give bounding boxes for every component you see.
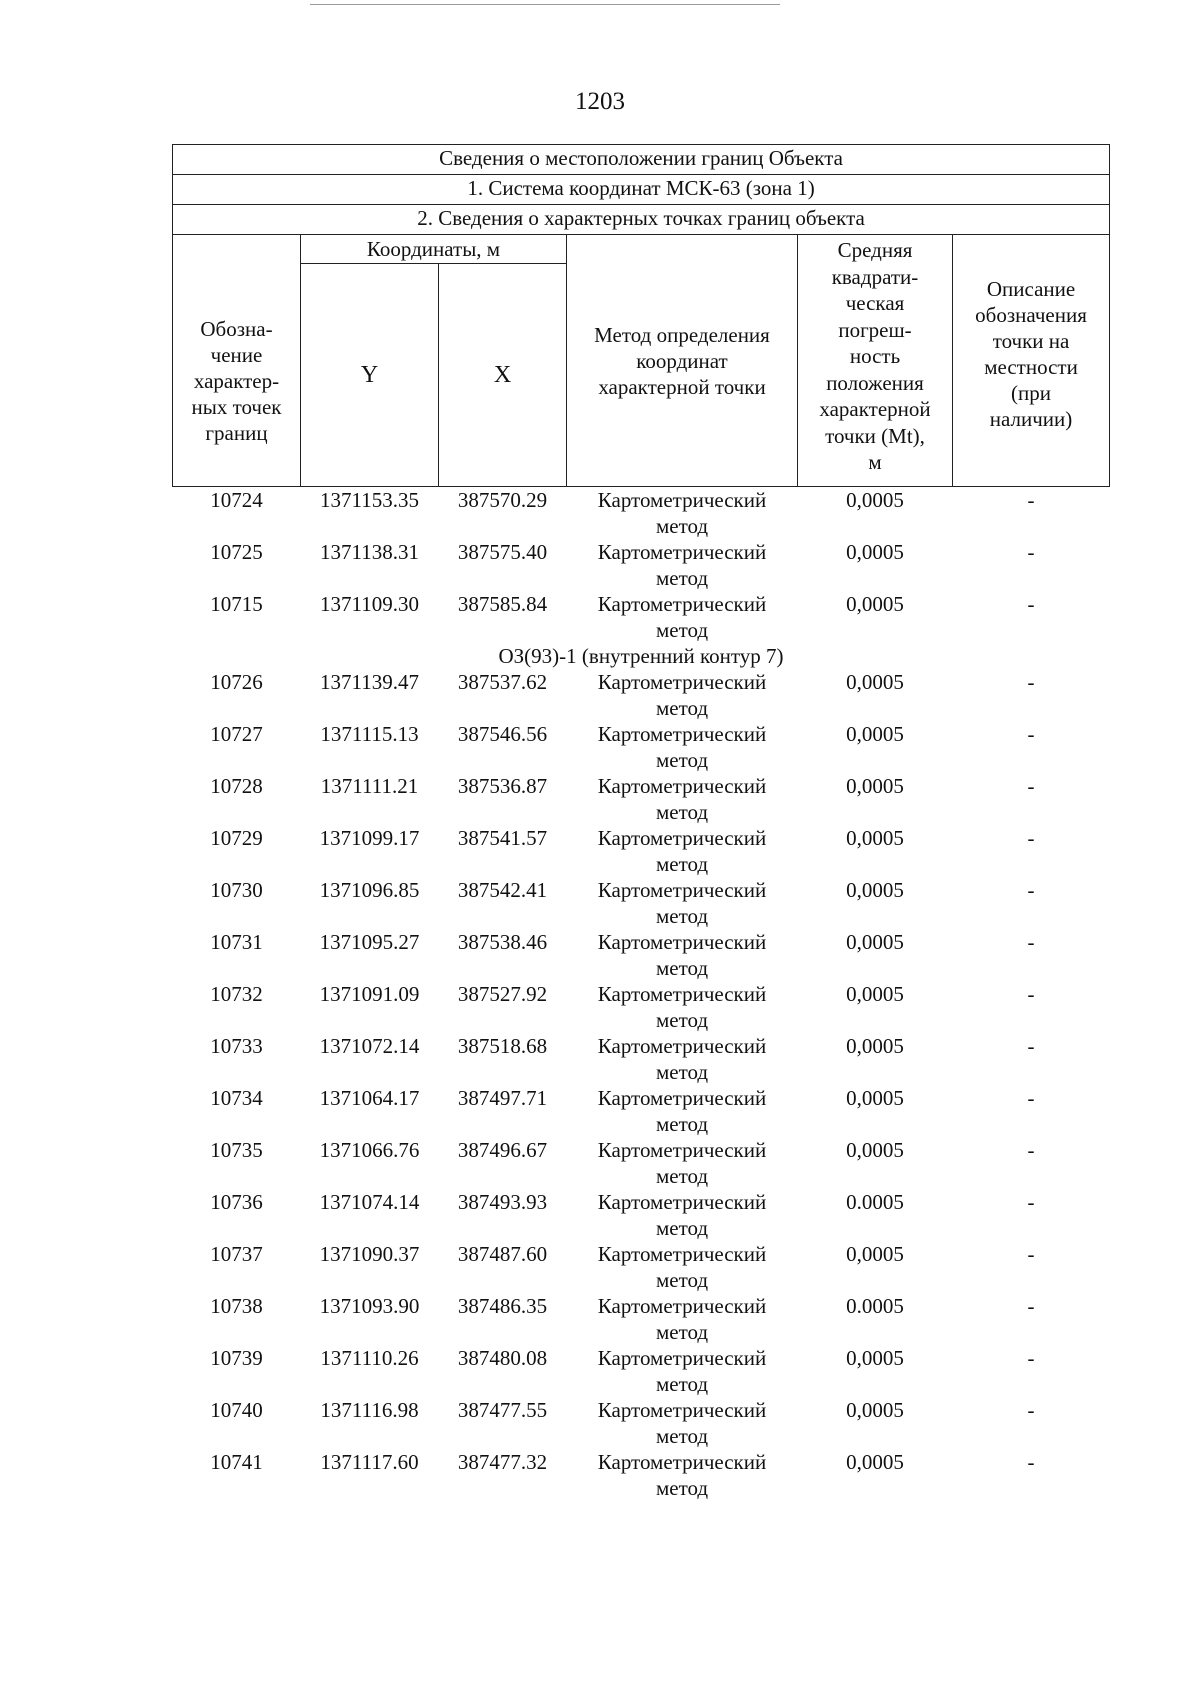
mean-error: 0.0005 xyxy=(846,1294,904,1318)
col-designation: Обозна- чение характер- ных точек границ xyxy=(173,235,301,487)
point-description: - xyxy=(1027,774,1035,798)
coord-x: 387497.71 xyxy=(457,1086,548,1110)
coord-x: 387493.93 xyxy=(457,1190,548,1214)
col-x: X xyxy=(439,264,567,487)
col-method: Метод определения координат характерной точки xyxy=(567,235,798,487)
coord-y: 1371066.76 xyxy=(319,1138,420,1162)
table-row xyxy=(173,1397,1110,1449)
point-description: - xyxy=(1027,1034,1035,1058)
coord-y: 1371115.13 xyxy=(320,722,419,746)
mean-error: 0.0005 xyxy=(846,1190,904,1214)
point-description: - xyxy=(1027,670,1035,694)
point-description: - xyxy=(1027,1294,1035,1318)
coordinate-system: 1. Система координат МСК-63 (зона 1) xyxy=(173,175,1110,205)
method: Картометрический метод xyxy=(597,1398,767,1448)
method: Картометрический метод xyxy=(597,930,767,980)
method: Картометрический метод xyxy=(597,1242,767,1292)
method: Картометрический метод xyxy=(597,670,767,720)
point-id: 10739 xyxy=(210,1346,263,1370)
point-description: - xyxy=(1027,722,1035,746)
boundary-points-table xyxy=(172,144,1110,1501)
method: Картометрический метод xyxy=(597,774,767,824)
table-row xyxy=(173,1449,1110,1501)
page-number: 1203 xyxy=(575,88,625,115)
scan-edge-line xyxy=(310,4,780,5)
header-columns-row xyxy=(173,235,1110,264)
table-row xyxy=(173,1033,1110,1085)
col-y: Y xyxy=(301,264,439,487)
method: Картометрический метод xyxy=(597,722,767,772)
coord-x: 387538.46 xyxy=(457,930,548,954)
mean-error: 0,0005 xyxy=(846,1346,904,1370)
coord-x: 387496.67 xyxy=(457,1138,548,1162)
mean-error: 0,0005 xyxy=(846,1086,904,1110)
method: Картометрический метод xyxy=(597,592,767,642)
method: Картометрический метод xyxy=(597,488,767,538)
col-description: Описание обозначения точки на местности (при наличии) xyxy=(953,235,1110,487)
point-id: 10729 xyxy=(210,826,263,850)
point-id: 10726 xyxy=(210,670,263,694)
coord-x: 387477.55 xyxy=(457,1398,548,1422)
table-row xyxy=(173,877,1110,929)
table-row xyxy=(173,539,1110,591)
table-row xyxy=(173,1345,1110,1397)
point-id: 10728 xyxy=(210,774,263,798)
point-id: 10738 xyxy=(210,1294,263,1318)
coord-y: 1371116.98 xyxy=(320,1398,419,1422)
point-id: 10741 xyxy=(210,1450,263,1474)
point-description: - xyxy=(1027,1086,1035,1110)
table-row xyxy=(173,825,1110,877)
method: Картометрический метод xyxy=(597,1190,767,1240)
point-description: - xyxy=(1027,592,1035,616)
point-id: 10731 xyxy=(210,930,263,954)
header-system-row xyxy=(173,175,1110,205)
point-id: 10736 xyxy=(210,1190,263,1214)
table-row xyxy=(173,1085,1110,1137)
section-row xyxy=(173,643,1110,669)
coord-x: 387518.68 xyxy=(457,1034,548,1058)
point-id: 10727 xyxy=(210,722,263,746)
coord-x: 387575.40 xyxy=(457,540,548,564)
point-description: - xyxy=(1027,1346,1035,1370)
method: Картометрический метод xyxy=(597,540,767,590)
coord-x: 387487.60 xyxy=(457,1242,548,1266)
table-row xyxy=(173,1241,1110,1293)
coord-x: 387536.87 xyxy=(457,774,548,798)
table-row xyxy=(173,773,1110,825)
coord-x: 387570.29 xyxy=(457,488,548,512)
mean-error: 0,0005 xyxy=(846,592,904,616)
point-id: 10725 xyxy=(210,540,263,564)
table-subtitle: 2. Сведения о характерных точках границ объекта xyxy=(173,205,1110,235)
coord-y: 1371111.21 xyxy=(320,774,419,798)
point-id: 10730 xyxy=(210,878,263,902)
coord-y: 1371090.37 xyxy=(319,1242,420,1266)
table-row xyxy=(173,929,1110,981)
mean-error: 0,0005 xyxy=(846,826,904,850)
point-description: - xyxy=(1027,982,1035,1006)
mean-error: 0,0005 xyxy=(846,930,904,954)
coord-y: 1371064.17 xyxy=(319,1086,420,1110)
method: Картометрический метод xyxy=(597,1294,767,1344)
point-description: - xyxy=(1027,1138,1035,1162)
coord-y: 1371109.30 xyxy=(320,592,419,616)
method: Картометрический метод xyxy=(597,1034,767,1084)
header-subtitle-row xyxy=(173,205,1110,235)
point-id: 10732 xyxy=(210,982,263,1006)
table-row xyxy=(173,669,1110,721)
point-id: 10724 xyxy=(210,488,263,512)
mean-error: 0,0005 xyxy=(846,1138,904,1162)
point-id: 10734 xyxy=(210,1086,263,1110)
point-id: 10715 xyxy=(210,592,263,616)
point-description: - xyxy=(1027,540,1035,564)
coord-x: 387546.56 xyxy=(457,722,548,746)
point-description: - xyxy=(1027,1190,1035,1214)
mean-error: 0,0005 xyxy=(846,722,904,746)
coord-x: 387542.41 xyxy=(457,878,548,902)
point-description: - xyxy=(1027,488,1035,512)
table-row xyxy=(173,591,1110,643)
mean-error: 0,0005 xyxy=(846,982,904,1006)
coord-y: 1371117.60 xyxy=(320,1450,419,1474)
method: Картометрический метод xyxy=(597,982,767,1032)
mean-error: 0,0005 xyxy=(846,1034,904,1058)
point-id: 10733 xyxy=(210,1034,263,1058)
coord-y: 1371110.26 xyxy=(320,1346,419,1370)
mean-error: 0,0005 xyxy=(846,1398,904,1422)
table-title: Сведения о местоположении границ Объекта xyxy=(173,145,1110,175)
mean-error: 0,0005 xyxy=(846,540,904,564)
point-description: - xyxy=(1027,826,1035,850)
section-label: ОЗ(93)-1 (внутренний контур 7) xyxy=(498,644,784,668)
coord-y: 1371099.17 xyxy=(319,826,420,850)
coord-y: 1371095.27 xyxy=(319,930,420,954)
coord-x: 387527.92 xyxy=(457,982,548,1006)
coord-y: 1371138.31 xyxy=(320,540,419,564)
point-description: - xyxy=(1027,1242,1035,1266)
coord-y: 1371074.14 xyxy=(319,1190,420,1214)
table-row xyxy=(173,487,1110,540)
col-error: Средняя квадрати- ческая погреш- ность положения характерной точки (Mt), м xyxy=(798,235,953,487)
method: Картометрический метод xyxy=(597,1086,767,1136)
coord-x: 387477.32 xyxy=(457,1450,548,1474)
mean-error: 0,0005 xyxy=(846,774,904,798)
point-id: 10740 xyxy=(210,1398,263,1422)
method: Картометрический метод xyxy=(597,878,767,928)
mean-error: 0,0005 xyxy=(846,1450,904,1474)
point-id: 10737 xyxy=(210,1242,263,1266)
point-description: - xyxy=(1027,1450,1035,1474)
point-description: - xyxy=(1027,878,1035,902)
method: Картометрический метод xyxy=(597,826,767,876)
coord-x: 387585.84 xyxy=(457,592,548,616)
method: Картометрический метод xyxy=(597,1138,767,1188)
coord-y: 1371096.85 xyxy=(319,878,420,902)
coord-y: 1371153.35 xyxy=(320,488,419,512)
col-coordinates: Координаты, м xyxy=(301,235,567,264)
method: Картометрический метод xyxy=(597,1450,767,1500)
coord-y: 1371091.09 xyxy=(319,982,420,1006)
point-id: 10735 xyxy=(210,1138,263,1162)
coord-y: 1371072.14 xyxy=(319,1034,420,1058)
coord-x: 387480.08 xyxy=(457,1346,548,1370)
mean-error: 0,0005 xyxy=(846,488,904,512)
coord-x: 387486.35 xyxy=(457,1294,548,1318)
coord-x: 387537.62 xyxy=(457,670,548,694)
table-row xyxy=(173,1137,1110,1189)
point-description: - xyxy=(1027,1398,1035,1422)
mean-error: 0,0005 xyxy=(846,1242,904,1266)
coord-y: 1371093.90 xyxy=(319,1294,420,1318)
mean-error: 0,0005 xyxy=(846,670,904,694)
table-row xyxy=(173,721,1110,773)
coord-x: 387541.57 xyxy=(457,826,548,850)
mean-error: 0,0005 xyxy=(846,878,904,902)
point-description: - xyxy=(1027,930,1035,954)
table-row xyxy=(173,1293,1110,1345)
header-title-row xyxy=(173,145,1110,175)
table-row xyxy=(173,981,1110,1033)
method: Картометрический метод xyxy=(597,1346,767,1396)
coord-y: 1371139.47 xyxy=(320,670,419,694)
table-row xyxy=(173,1189,1110,1241)
